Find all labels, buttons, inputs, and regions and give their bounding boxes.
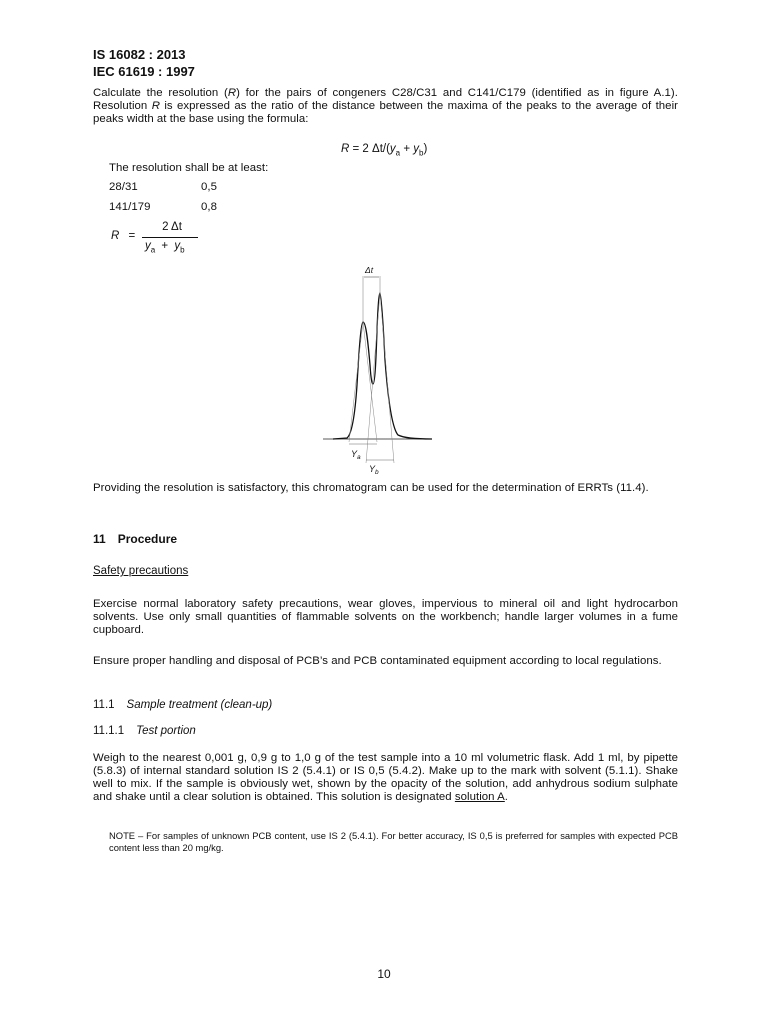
formula-close: ) <box>423 143 428 155</box>
after-figure-paragraph: Providing the resolution is satisfactory, this chromatogram can be used for the determination of ERRTs (11.4). <box>93 482 649 494</box>
formula-plus: + <box>400 143 414 155</box>
fraction-lhs <box>111 230 135 242</box>
fraction-symbol-r: R <box>111 230 120 242</box>
solution-designation: solution A <box>454 791 505 803</box>
section-number: 11 <box>93 532 106 546</box>
yb-label-main: Y <box>369 464 376 474</box>
intro-text-2: ) for the pairs of congeners C28/C31 and C141/C179 (identified as in figure A.1). Resolution <box>93 87 678 112</box>
subsection-title: Sample treatment (clean-up) <box>126 699 273 711</box>
tangent-b-left <box>366 293 380 463</box>
intro-text-1: Calculate the resolution ( <box>93 87 228 99</box>
denominator-ya: y <box>145 240 151 252</box>
resolution-value-1: 0,5 <box>201 181 217 193</box>
formula-ya-sub: a <box>395 148 401 158</box>
safety-paragraph-2: Ensure proper handling and disposal of PCB’s and PCB contaminated equipment according to local regulations. <box>93 655 662 667</box>
fraction-numerator: 2 Δt <box>162 221 182 233</box>
formula-yb-sub: b <box>418 148 424 158</box>
resolution-value-2: 0,8 <box>201 201 217 213</box>
subsection-heading <box>93 699 272 711</box>
page-number: 10 <box>377 967 391 981</box>
chromatogram-figure <box>312 258 448 480</box>
resolution-pair-1: 28/31 <box>109 181 138 193</box>
formula-ya: y <box>389 143 396 155</box>
intro-paragraph <box>93 87 678 126</box>
test-portion-text: Weigh to the nearest 0,001 g, 0,9 g to 1,0 g of the test sample into a 10 ml volumetric flask. Add 1 ml, by pipette (5.8.3) of internal standard solution IS 2 (5.4.1) or IS 0,5 (5.4.2). Make up to the mark with solvent (5.1.1). Shake well to mix. If the sample is obviously wet, shown by the opacity of the solution, add anhydrous sodium sulphate and shake until a clear solution is obtained. This solution is designated <box>93 752 678 803</box>
chromatogram-peaks <box>333 293 432 439</box>
denominator-yb: y <box>174 240 181 252</box>
safety-paragraph-1: Exercise normal laboratory safety precautions, wear gloves, impervious to mineral oil and light hydrocarbon solvents. Use only small quantities of flammable solvents on the workbench; handle larger volumes in a fume cupboard. <box>93 598 678 636</box>
standard-number-iec: IEC 61619 : 1997 <box>93 64 195 79</box>
test-portion-paragraph <box>93 752 678 804</box>
ya-label-sub: a <box>357 454 361 461</box>
section-title: Procedure <box>117 532 178 546</box>
formula-symbol-r: R <box>341 143 350 155</box>
formula-eq: = 2 Δt/( <box>349 143 390 155</box>
fraction-denominator <box>145 240 185 254</box>
tangent-b-right <box>380 293 394 463</box>
note-paragraph: NOTE – For samples of unknown PCB content, use IS 2 (5.4.1). For better accuracy, IS 0,5 is preferred for samples with expected PCB content less than 20 mg/kg. <box>109 830 678 853</box>
section-heading <box>93 532 177 546</box>
intro-symbol-r1: R <box>227 87 237 99</box>
denominator-yb-sub: b <box>180 245 185 255</box>
subsection-number: 11.1 <box>93 699 115 711</box>
safety-heading: Safety precautions <box>93 565 189 577</box>
resolution-intro: The resolution shall be at least: <box>109 162 269 174</box>
tangent-a-right <box>363 322 377 442</box>
yb-label <box>369 464 379 476</box>
fraction-bar <box>142 237 198 238</box>
ya-label <box>351 449 361 461</box>
test-portion-end: . <box>504 791 509 803</box>
fraction-equals: = <box>128 230 136 242</box>
resolution-formula-inline <box>341 143 427 157</box>
ya-label-main: Y <box>351 449 358 459</box>
standard-number-is: IS 16082 : 2013 <box>93 47 186 62</box>
subsubsection-heading <box>93 725 196 737</box>
tangent-a-left <box>349 322 363 442</box>
subsubsection-title: Test portion <box>136 725 196 737</box>
subsubsection-number: 11.1.1 <box>93 725 125 737</box>
delta-t-label: Δt <box>365 265 374 275</box>
formula-yb: y <box>413 143 419 155</box>
denominator-ya-sub: a <box>150 245 156 255</box>
denominator-plus: + <box>161 240 169 252</box>
yb-label-sub: b <box>375 469 379 476</box>
intro-text-3: is expressed as the ratio of the distance between the maxima of the peaks to the average of their peaks width at the base using the formula: <box>93 100 678 125</box>
resolution-pair-2: 141/179 <box>109 201 151 213</box>
intro-symbol-r2: R <box>151 100 160 112</box>
